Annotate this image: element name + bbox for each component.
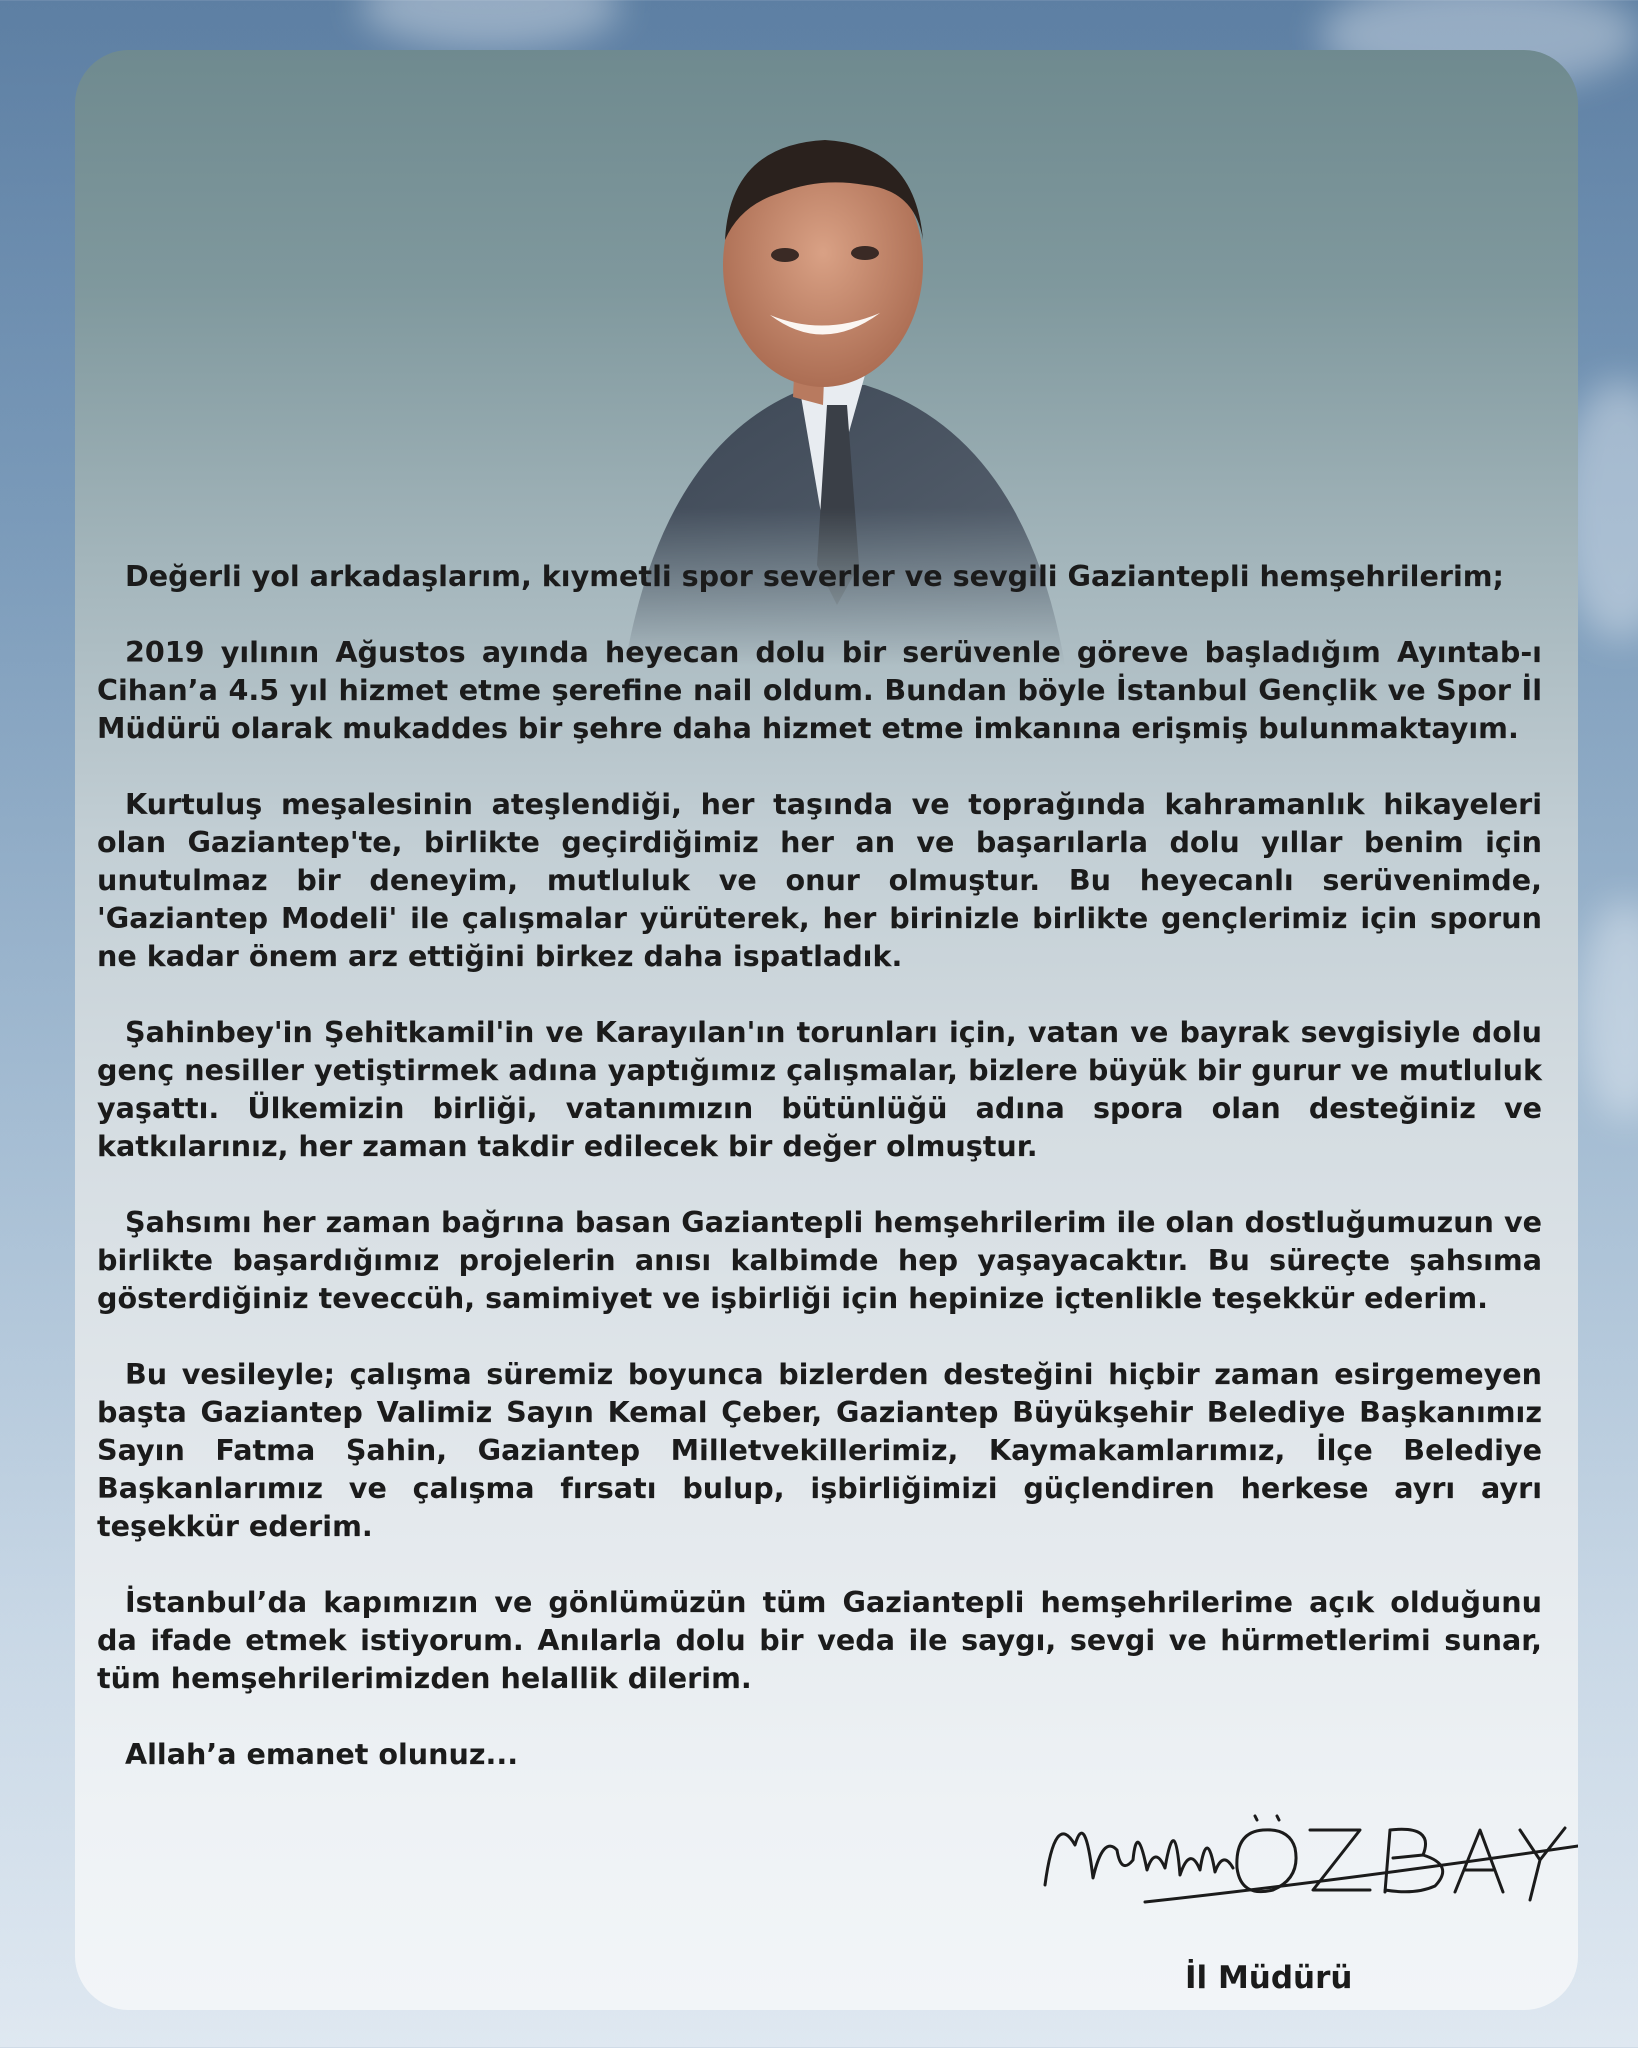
signature — [1025, 1790, 1578, 1920]
salutation: Değerli yol arkadaşlarım, kıymetli spor severler ve sevgili Gaziantepli hemşehrilerim; — [125, 559, 1504, 593]
letter-card — [75, 50, 1578, 2010]
sky-cloud — [1580, 900, 1638, 1120]
closing: Allah’a emanet olunuz... — [125, 1737, 519, 1771]
paragraph: İstanbul’da kapımızın ve gönlümüzün tüm Gaziantepli hemşehrilerime açık olduğunu da ifade etmek istiyorum. Anılarla dolu bir veda ile saygı, sevgi ve hürmetlerimi sunar, tüm hemşehrilerimizden helallik dilerim. — [97, 1585, 1542, 1695]
paragraph: Şahsımı her zaman bağrına basan Gaziantepli hemşehrilerim ile olan dostluğumuzun ve birlikte başardığımız projelerin anısı kalbimde hep yaşayacaktır. Bu süreçte şahsıma gösterdiğiniz teveccüh, samimiyet ve işbirliği için hepinize içtenlikle teşekkür ederim. — [97, 1205, 1542, 1315]
sky-cloud — [360, 0, 620, 50]
paragraph: 2019 yılının Ağustos ayında heyecan dolu bir serüvenle göreve başladığım Ayıntab-ı Cihan’a 4.5 yıl hizmet etme şerefine nail oldum. Bundan böyle İstanbul Gençlik ve Spor İl Müdürü olarak mukaddes bir şehre daha hizmet etme imkanına erişmiş bulunmaktayım. — [97, 635, 1542, 745]
role-title: İl Müdürü — [1185, 1960, 1353, 1996]
paragraph: Şahinbey'in Şehitkamil'in ve Karayılan'ın torunları için, vatan ve bayrak sevgisiyle dolu genç nesiller yetiştirmek adına yaptığımız çalışmalar, bizlere büyük bir gurur ve mutluluk yaşattı. Ülkemizin birliği, vatanımızın bütünlüğü adına spora olan desteğiniz ve katkılarınız, her zaman takdir edilecek bir değer olmuştur. — [97, 1015, 1542, 1163]
letter-body — [97, 557, 1542, 1773]
paragraph: Kurtuluş meşalesinin ateşlendiği, her taşında ve toprağında kahramanlık hikayeleri olan Gaziantep'te, birlikte geçirdiğimiz her an ve başarılarla dolu yıllar benim için unutulmaz bir deneyim, mutluluk ve onur olmuştur. Bu heyecanlı serüvenimde, 'Gaziantep Modeli' ile çalışmalar yürüterek, her birinizle birlikte gençlerimiz için sporun ne kadar önem arz ettiğini birkez daha ispatladık. — [97, 787, 1542, 973]
paragraph: Bu vesileyle; çalışma süremiz boyunca bizlerden desteğini hiçbir zaman esirgemeyen başta Gaziantep Valimiz Sayın Kemal Çeber, Gaziantep Büyükşehir Belediye Başkanımız Sayın Fatma Şahin, Gaziantep Milletvekillerimiz, Kaymakamlarımız, İlçe Belediye Başkanlarımız ve çalışma fırsatı bulup, işbirliğimizi güçlendiren herkese ayrı ayrı teşekkür ederim. — [97, 1357, 1542, 1543]
